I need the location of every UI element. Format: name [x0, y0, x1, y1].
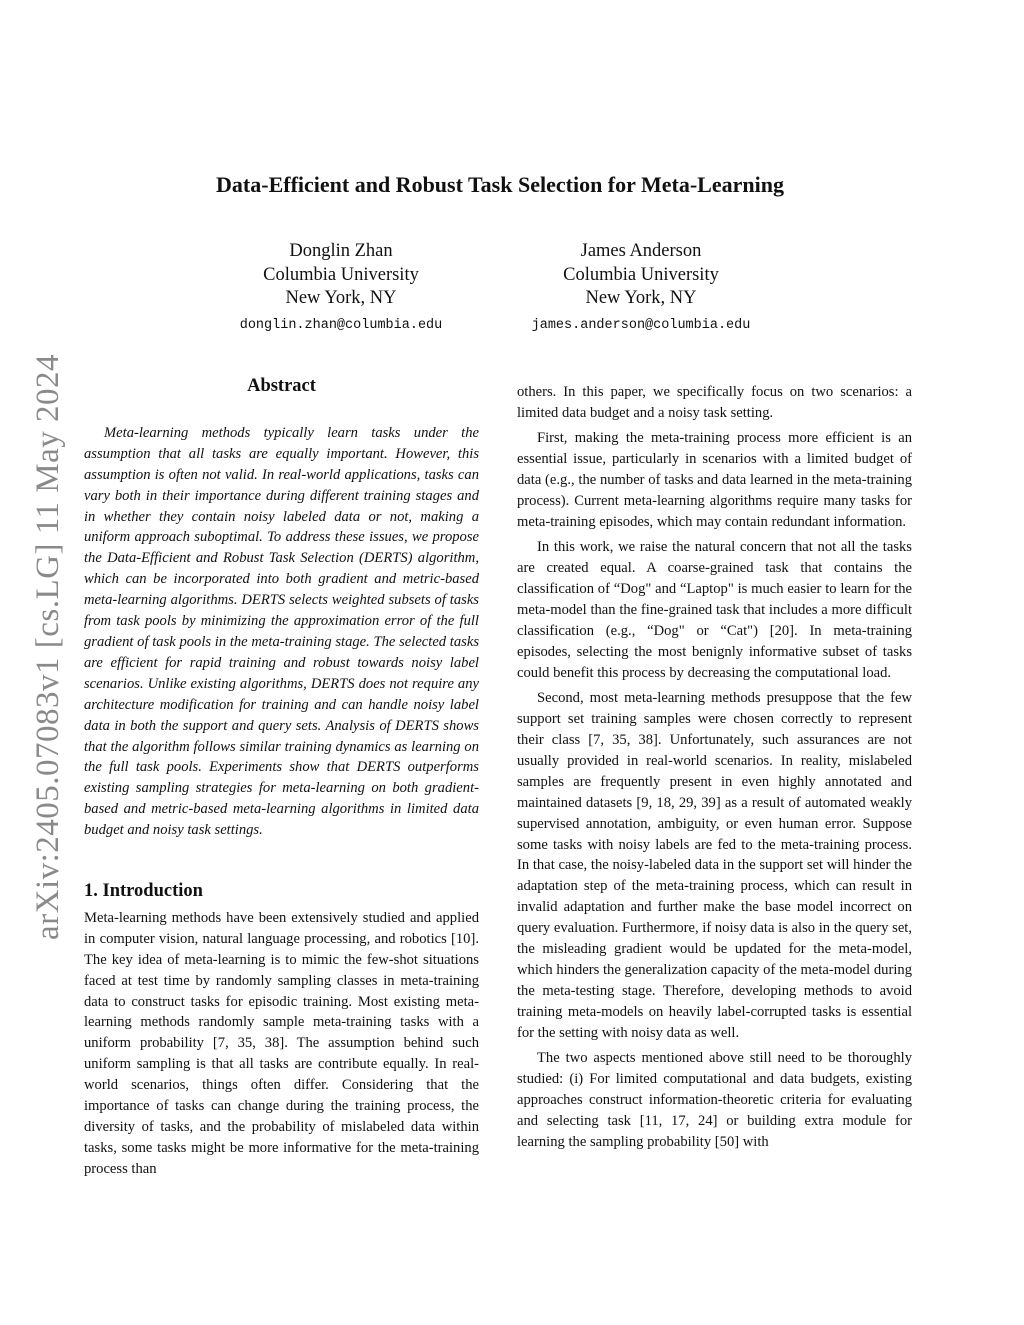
intro-paragraph-2: First, making the meta-training process more efficient is an essential issue, particularly in scenarios with a limited budget of data (e.g., the number of tasks and data learned in the meta-training process). Current meta-learning algorithms require many tasks for meta-training episodes, which may contain redundant information. [517, 430, 912, 530]
author-name: Donglin Zhan [289, 241, 393, 261]
author-location: New York, NY [285, 288, 397, 308]
right-column [517, 382, 912, 1153]
left-column [84, 376, 479, 1180]
intro-paragraph-1-continued: others. In this paper, we specifically focus on two scenarios: a limited data budget and a noisy task setting. [517, 384, 912, 421]
author-block-1 [191, 240, 491, 337]
author-affiliation: Columbia University [263, 264, 419, 285]
author-email[interactable]: james.anderson@columbia.edu [531, 317, 751, 333]
author-affiliation: Columbia University [563, 264, 719, 285]
intro-paragraph-4: Second, most meta-learning methods presuppose that the few support set training samples were chosen correctly to represent their class [7, 35, 38]. Unfortunately, such assurances are not usually provided in real-world scenarios. In reality, mislabeled samples are frequently present in even highly annotated and maintained datasets [9, 18, 29, 39] as a result of automated weakly supervised annotation, ambiguity, or even human error. Suppose some tasks with noisy labels are fed to the meta-training process. In that case, the noisy-labeled data in the support set will hinder the adaptation step of the meta-training process, which can result in invalid adaptation and further make the base model incorrect on query evaluation. Furthermore, if noisy data is also in the query set, the misleading gradient would be updated for the meta-model, which hinders the generalization capacity of the meta-model during the meta-testing stage. Therefore, developing methods to avoid training meta-models on heavily label-corrupted tasks is essential for the setting with noisy data as well. [517, 690, 912, 1041]
paper-title: Data-Efficient and Robust Task Selection for Meta-Learning [216, 172, 784, 197]
abstract-text: Meta-learning methods typically learn tasks under the assumption that all tasks are equally important. However, this assumption is often not valid. In real-world applications, tasks can vary both in their importance during different training stages and in whether they contain noisy labeled data or not, making a uniform approach suboptimal. To address these issues, we propose the Data-Efficient and Robust Task Selection (DERTS) algorithm, which can be incorporated into both gradient and metric-based meta-learning algorithms. DERTS selects weighted subsets of tasks from task pools by minimizing the approximation error of the full gradient of task pools in the meta-training stage. The selected tasks are efficient for rapid training and robust towards noisy label scenarios. Unlike existing algorithms, DERTS does not require any architecture modification for training and can handle noisy label data in both the support and query sets. Analysis of DERTS shows that the algorithm follows similar training dynamics as learning on the full task pools. Experiments show that DERTS outperforms existing sampling strategies for meta-learning on both gradient-based and metric-based meta-learning algorithms in limited data budget and noisy task settings. [84, 424, 479, 839]
arxiv-identifier: arXiv:2405.07083v1 [cs.LG] 11 May 2024 [30, 353, 66, 940]
intro-paragraph-5: The two aspects mentioned above still need to be thoroughly studied: (i) For limited computational and data budgets, existing approaches construct information-theoretic criteria for evaluating and selecting task [11, 17, 24] or building extra module for learning the sampling probability [50] with [517, 1050, 912, 1150]
intro-paragraph-1: Meta-learning methods have been extensively studied and applied in computer vision, natural language processing, and robotics [10]. The key idea of meta-learning is to mimic the few-shot situations faced at test time by randomly sampling classes in meta-training data to construct tasks for episodic training. Most existing meta-learning methods randomly sample meta-training tasks with a uniform probability [7, 35, 38]. The assumption behind such uniform sampling is that all tasks are contribute equally. In real-world scenarios, things often differ. Considering that the importance of tasks can change during the training process, the diversity of tasks, and the probability of mislabeled data within tasks, some tasks might be more informative for the meta-training process than [84, 909, 479, 1177]
author-block-2 [491, 240, 791, 337]
abstract-heading: Abstract [247, 376, 316, 396]
intro-paragraph-3: In this work, we raise the natural concern that not all the tasks are created equal. A coarse-grained task that contains the classification of “Dog" and “Laptop" is much easier to learn for the meta-model than the fine-grained task that includes a more difficult classification (e.g., “Dog" or “Cat") [20]. In meta-training episodes, selecting the most benignly informative subset of tasks could benefit this process by decreasing the computational load. [517, 539, 912, 681]
author-name: James Anderson [580, 241, 702, 261]
author-email[interactable]: donglin.zhan@columbia.edu [239, 317, 443, 333]
introduction-heading: 1. Introduction [84, 881, 203, 902]
author-location: New York, NY [585, 288, 697, 308]
